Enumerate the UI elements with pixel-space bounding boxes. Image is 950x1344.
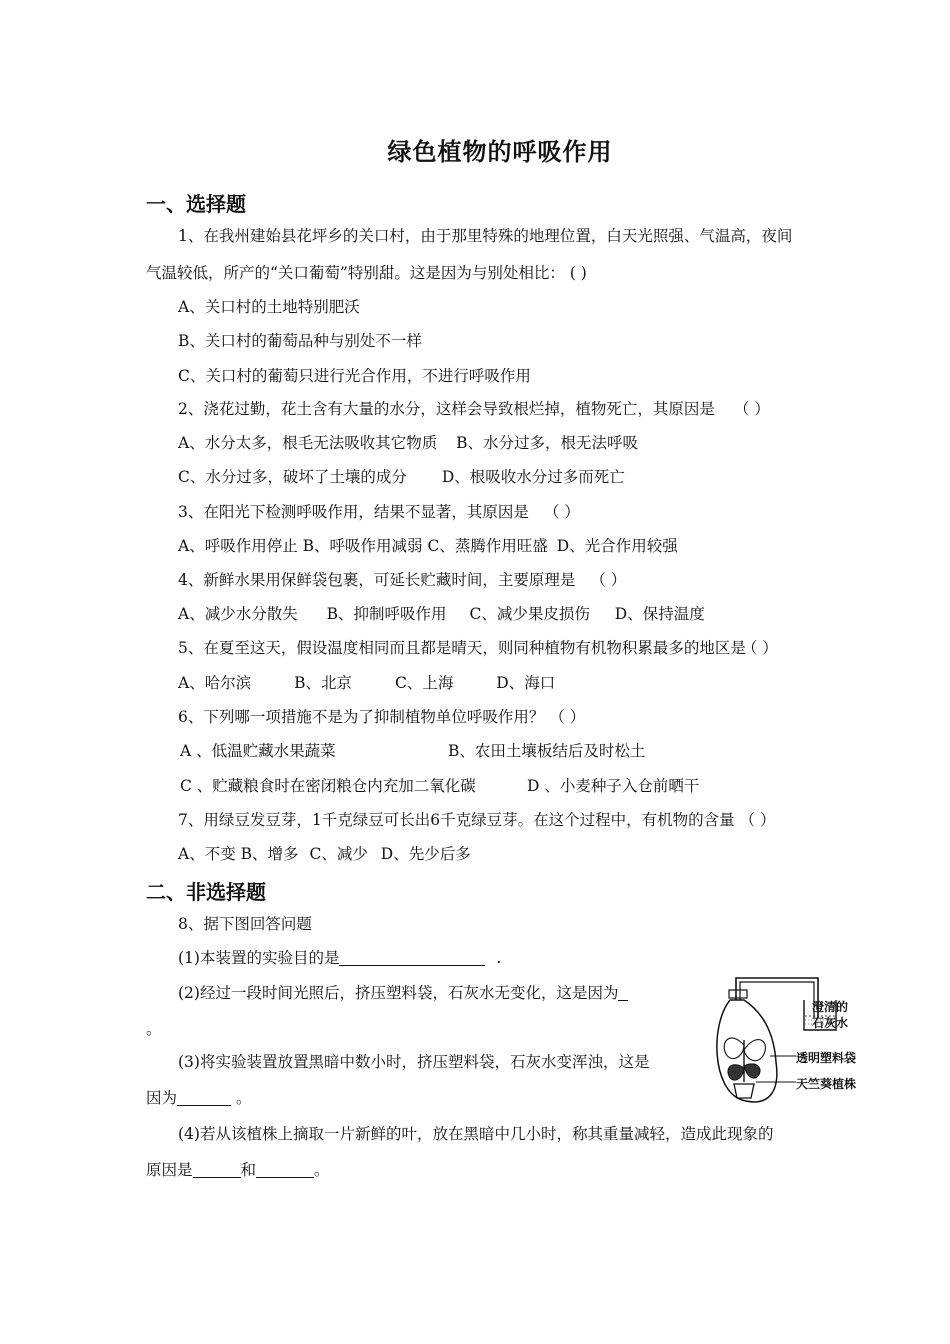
q2-options-row1 (178, 433, 638, 453)
q3-answer-paren: （ ） (543, 503, 580, 521)
q8-part3-line2 (146, 1088, 251, 1108)
section-heading-nonchoice: 二、非选择题 (146, 880, 266, 904)
q8-part4-reason: 原因是 (146, 1161, 193, 1179)
q2-option-d: D、根吸收水分过多而死亡 (441, 468, 625, 486)
q3-option-b: B、呼吸作用减弱 (302, 537, 423, 555)
q7-option-c: C、减少 (309, 845, 368, 863)
q8-part1-end: . (496, 949, 502, 967)
q5-option-d: D、海口 (496, 674, 556, 692)
experiment-figure (700, 970, 890, 1115)
q8-part3-blank[interactable] (177, 1089, 231, 1106)
q5-options (178, 673, 555, 693)
apparatus-drawing (700, 970, 890, 1115)
q8-part3-end: 。 (235, 1089, 252, 1107)
q3-option-a: A、呼吸作用停止 (178, 537, 298, 555)
q5-option-b: B、北京 (294, 674, 353, 692)
q2-options-row2 (178, 467, 625, 487)
q8-part1 (178, 948, 501, 968)
q4-option-a: A、减少水分散失 (178, 605, 298, 623)
q1-option-c: C、关口村的葡萄只进行光合作用，不进行呼吸作用 (178, 367, 531, 385)
q2-stem-text: 2、浇花过勤，花土含有大量的水分，这样会导致根烂掉，植物死亡，其原因是 (178, 400, 715, 418)
q8-part4-and: 和 (240, 1161, 257, 1179)
q7-stem-text: 7、用绿豆发豆芽，1千克绿豆可长出6千克绿豆芽。在这个过程中，有机物的含量 (178, 811, 735, 829)
q5-option-c: C、上海 (394, 674, 454, 692)
q3-stem (178, 502, 580, 522)
q6-option-b: B、农田土壤板结后及时松土 (448, 742, 646, 760)
q6-stem (178, 707, 585, 727)
q8-part1-text: (1)本装置的实验目的是 (178, 949, 340, 967)
q5-stem-text: 5、在夏至这天，假设温度相同而且都是晴天，则同种植物有机物积累最多的地区是 (178, 639, 746, 657)
q7-option-d: D、先少后多 (380, 845, 471, 863)
q1-stem-line2 (146, 263, 587, 283)
q4-answer-paren: （ ） (590, 571, 627, 589)
label-limewater-line1: 澄清的 (812, 1000, 849, 1014)
q7-answer-paren: （ ） (739, 811, 776, 829)
q3-stem-text: 3、在阳光下检测呼吸作用，结果不显著，其原因是 (178, 503, 529, 521)
q8-part4: (4)若从该植株上摘取一片新鲜的叶，放在黑暗中几小时，称其重量减轻，造成此现象的 (178, 1125, 774, 1143)
section-heading-choice: 一、选择题 (146, 192, 246, 216)
label-limewater-line2: 石灰水 (812, 1016, 849, 1030)
q1-option-a: A、关口村的土地特别肥沃 (178, 298, 360, 316)
q1-stem-text: 气温较低，所产的“关口葡萄”特别甜。这是因为与别处相比： (146, 264, 565, 282)
q8-part2-text: (2)经过一段时间光照后，挤压塑料袋，石灰水无变化，这是因为 (178, 984, 619, 1002)
q2-option-b: B、水分过多，根无法呼吸 (456, 434, 639, 452)
q4-option-d: D、保持温度 (614, 605, 705, 623)
q6-option-d: D 、小麦种子入仓前晒干 (527, 777, 700, 795)
q2-option-a: A、水分太多，根毛无法吸收其它物质 (178, 434, 438, 452)
q4-option-c: C、减少果皮损伤 (469, 605, 590, 623)
q8-part3: (3)将实验装置放置黑暗中数小时，挤压塑料袋，石灰水变浑浊，这是 (178, 1053, 650, 1071)
q6-option-a: A 、低温贮藏水果蔬菜 (180, 742, 336, 760)
q8-part4-end: 。 (314, 1161, 330, 1179)
q2-option-c: C、水分过多，破坏了土壤的成分 (178, 468, 407, 486)
label-geranium-plant: 天竺葵植株 (796, 1077, 857, 1091)
q3-options (178, 536, 678, 556)
q8-part2 (178, 983, 628, 1003)
q3-option-c: C、蒸腾作用旺盛 (427, 537, 548, 555)
q6-stem-text: 6、下列哪一项措施不是为了抑制植物单位呼吸作用？ (178, 708, 545, 726)
label-plastic-bag: 透明塑料袋 (796, 1051, 857, 1065)
q4-stem (178, 570, 626, 590)
q7-options (178, 844, 471, 864)
page-title: 绿色植物的呼吸作用 (387, 137, 613, 166)
q4-options (178, 604, 705, 624)
q1-stem-line1: 1、在我州建始县花坪乡的关口村，由于那里特殊的地理位置，白天光照强、气温高，夜间 (178, 227, 793, 245)
q5-option-a: A、哈尔滨 (178, 674, 252, 692)
q8-part2-blank[interactable] (618, 984, 628, 1001)
q5-stem (178, 638, 778, 658)
q6-option-c: C 、贮藏粮食时在密闭粮仓内充加二氧化碳 (180, 777, 476, 795)
q8-part3-because: 因为 (146, 1089, 178, 1107)
q7-option-b: B、增多 (240, 845, 299, 863)
q7-stem (178, 810, 775, 830)
q1-answer-paren: ( ) (569, 264, 587, 282)
q8-part2-end: 。 (146, 1020, 162, 1038)
q5-answer-paren: （ ） (741, 639, 778, 657)
q6-answer-paren: （ ） (549, 708, 586, 726)
q3-option-d: D、光合作用较强 (556, 537, 678, 555)
q4-option-b: B、抑制呼吸作用 (326, 605, 447, 623)
q7-option-a: A、不变 (178, 845, 236, 863)
q8-part1-blank[interactable] (339, 949, 485, 966)
q8-stem: 8、据下图回答问题 (178, 915, 312, 933)
q2-answer-paren: （ ） (733, 400, 770, 418)
q8-part4-blank-2[interactable] (256, 1161, 314, 1178)
q1-option-b: B、关口村的葡萄品种与别处不一样 (178, 332, 422, 350)
q4-stem-text: 4、新鲜水果用保鲜袋包裹，可延长贮藏时间，主要原理是 (178, 571, 576, 589)
q2-stem (178, 399, 770, 419)
q8-part4-blank-1[interactable] (193, 1161, 241, 1178)
q8-part4-line2 (146, 1160, 330, 1180)
